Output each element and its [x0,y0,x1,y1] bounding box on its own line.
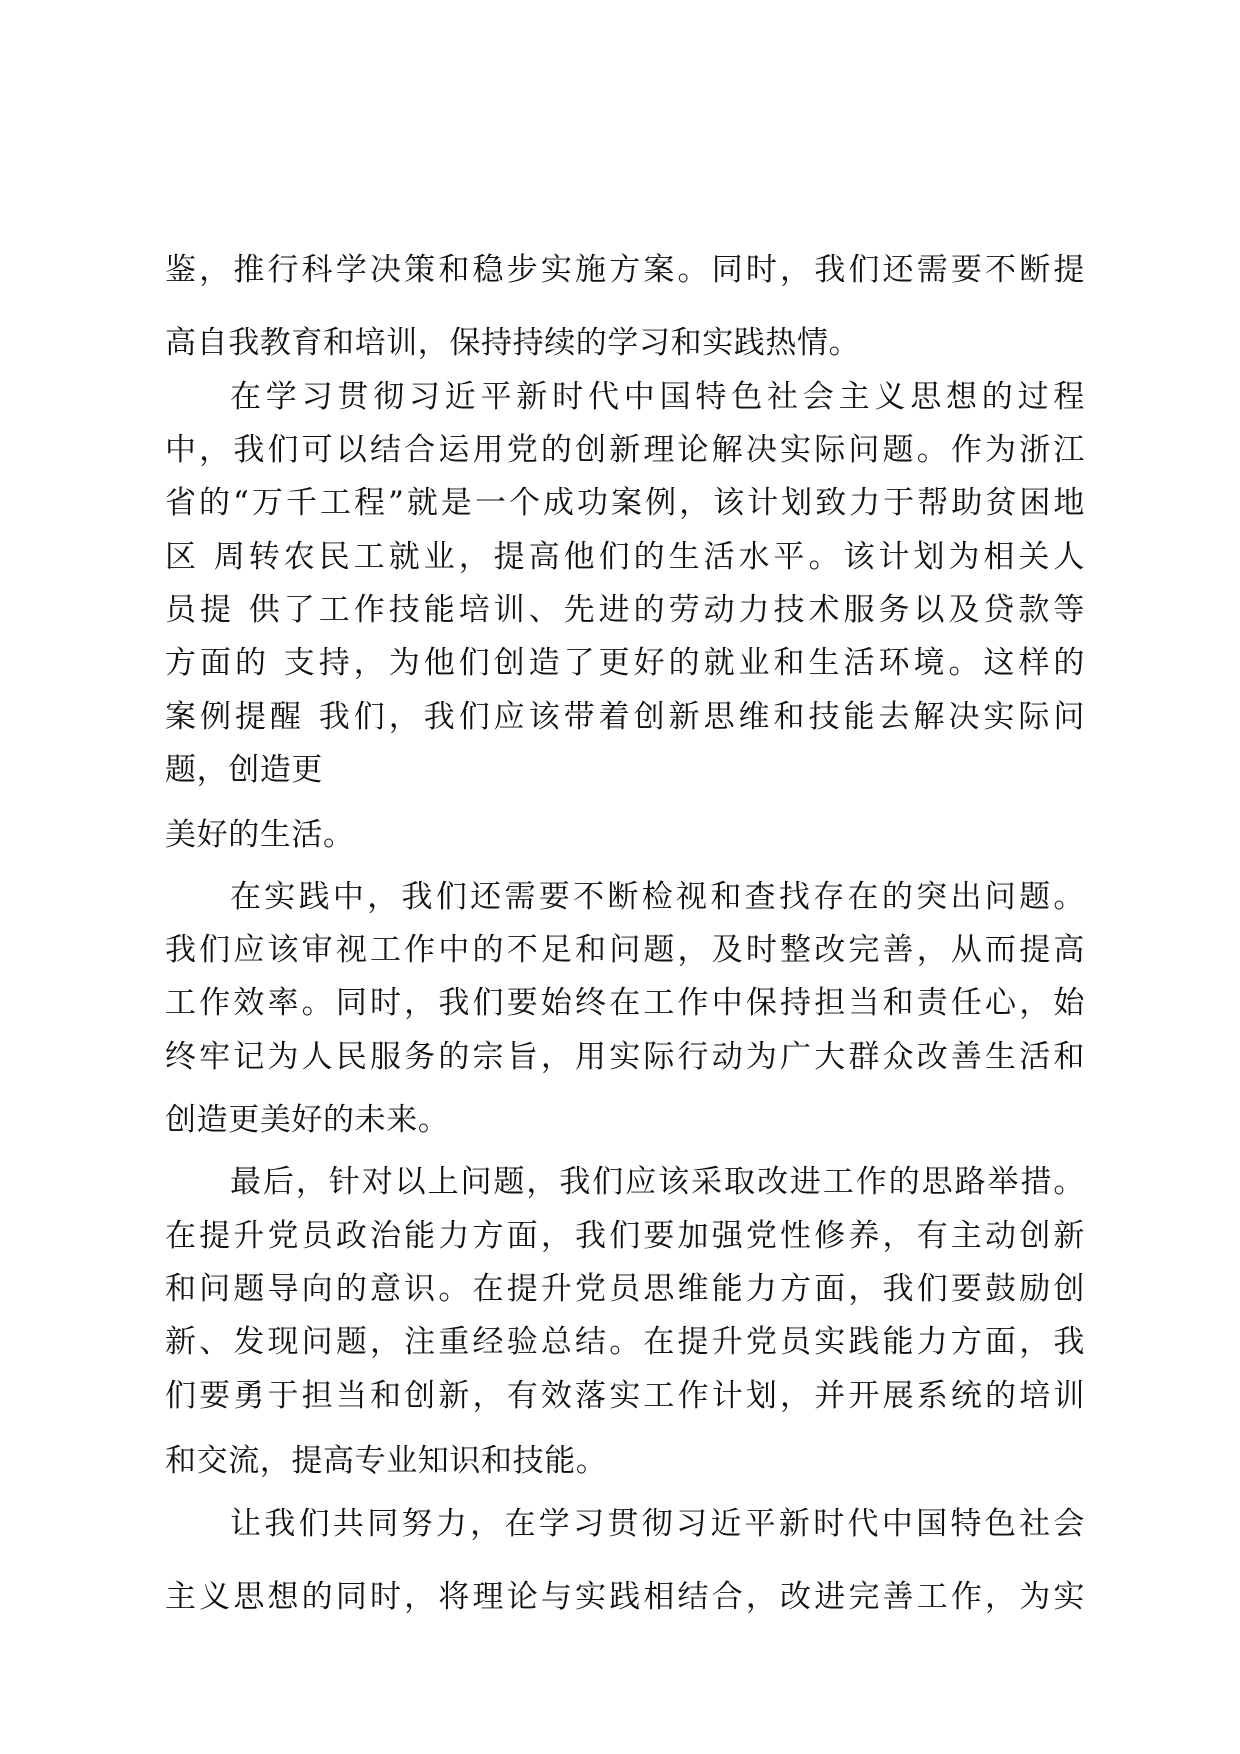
text-line: 方面的 支持，为他们创造了更好的就业和生活环境。这样的 [165,645,1085,681]
text-line: 中，我们可以结合运用党的创新理论解决实际问题。作为浙江 [165,432,1085,468]
text-line: 让我们共同努力，在学习贯彻习近平新时代中国特色社会 [230,1506,1085,1542]
text-line: 工作效率。同时，我们要始终在工作中保持担当和责任心，始 [165,985,1085,1021]
text-line: 案例提醒 我们，我们应该带着创新思维和技能去解决实际问 [165,699,1085,735]
text-line: 题，创造更 [165,752,323,788]
text-line: 终牢记为人民服务的宗旨，用实际行动为广大群众改善生活和 [165,1039,1085,1075]
text-line: 区 周转农民工就业，提高他们的生活水平。该计划为相关人 [165,539,1085,575]
text-line: 美好的生活。 [165,817,355,853]
text-line: 最后，针对以上问题，我们应该采取改进工作的思路举措。 [230,1164,1085,1200]
text-line: 和交流，提高专业知识和技能。 [165,1443,608,1479]
text-line: 新、发现问题，注重经验总结。在提升党员实践能力方面，我 [165,1324,1085,1360]
text-line: 在提升党员政治能力方面，我们要加强党性修养，有主动创新 [165,1218,1085,1254]
text-line: 主义思想的同时，将理论与实践相结合，改进完善工作，为实 [165,1579,1085,1615]
text-line: 在学习贯彻习近平新时代中国特色社会主义思想的过程 [230,379,1085,415]
text-line: 省的“万千工程”就是一个成功案例，该计划致力于帮助贫困地 [165,485,1085,521]
text-line: 高自我教育和培训，保持持续的学习和实践热情。 [165,325,861,361]
text-line: 在实践中，我们还需要不断检视和查找存在的突出问题。 [230,879,1085,915]
text-line: 员提 供了工作技能培训、先进的劳动力技术服务以及贷款等 [165,592,1085,628]
text-line: 创造更美好的未来。 [165,1102,450,1138]
text-line: 我们应该审视工作中的不足和问题，及时整改完善，从而提高 [165,932,1085,968]
text-line: 和问题导向的意识。在提升党员思维能力方面，我们要鼓励创 [165,1271,1085,1307]
text-line: 们要勇于担当和创新，有效落实工作计划，并开展系统的培训 [165,1378,1085,1414]
text-line: 鉴，推行科学决策和稳步实施方案。同时，我们还需要不断提 [165,252,1085,288]
